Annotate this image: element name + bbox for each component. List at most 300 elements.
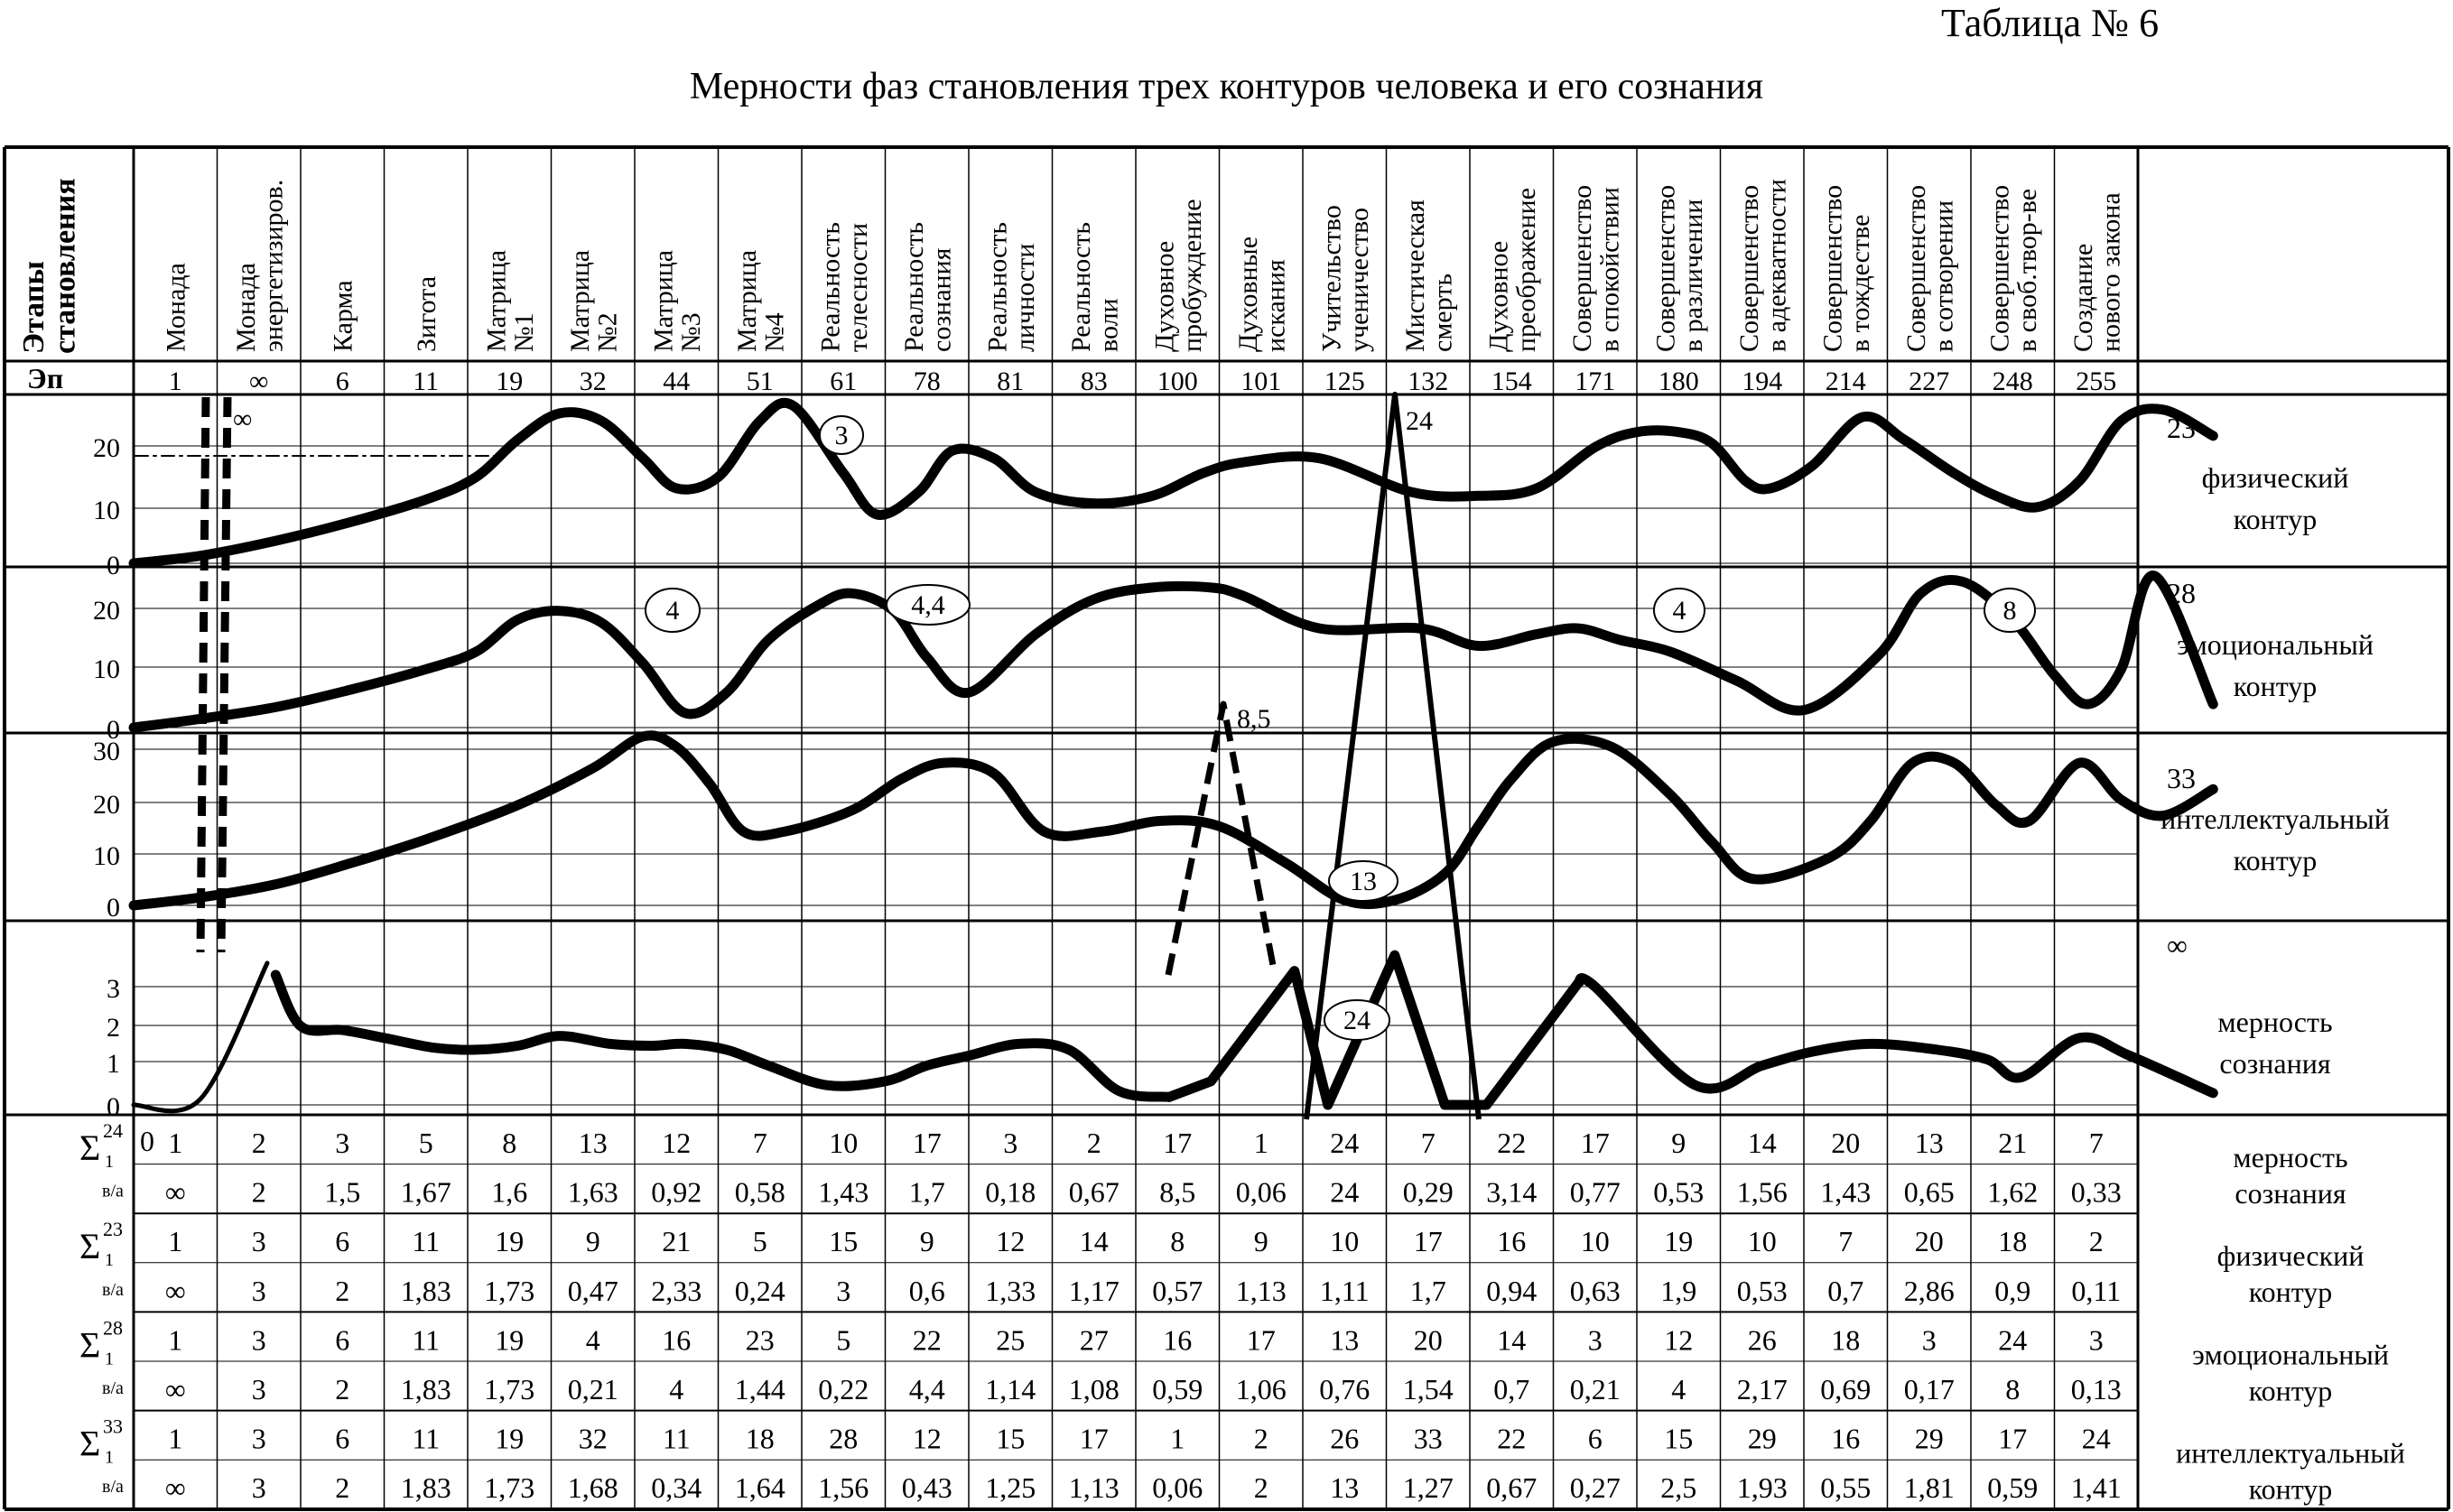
summary-cell: 3 bbox=[251, 1471, 266, 1505]
summary-cell: 19 bbox=[495, 1323, 525, 1357]
summary-cell: 1,54 bbox=[1402, 1373, 1454, 1405]
summary-cell: 0,94 bbox=[1486, 1274, 1538, 1307]
sigma-symbol: Σ bbox=[79, 1127, 101, 1168]
summary-cell: 1,08 bbox=[1068, 1373, 1120, 1405]
contour-name-line: сознания bbox=[2219, 1047, 2331, 1080]
summary-cell: 0,7 bbox=[1827, 1274, 1864, 1307]
stage-header-cell: Матрица№4 bbox=[731, 249, 790, 352]
summary-cell: 29 bbox=[1914, 1422, 1944, 1455]
summary-cell: ∞ bbox=[164, 1373, 186, 1405]
summary-cell: 16 bbox=[1497, 1225, 1527, 1258]
summary-cell: 1 bbox=[168, 1225, 183, 1258]
summary-cell: 2 bbox=[335, 1373, 350, 1405]
summary-cell: 0,29 bbox=[1402, 1175, 1454, 1209]
summary-cell: 1,13 bbox=[1068, 1471, 1120, 1505]
summary-cell: 18 bbox=[1831, 1323, 1861, 1357]
y-tick-label: 2 bbox=[107, 1013, 120, 1043]
sigma-subscript: 1 bbox=[105, 1349, 114, 1369]
stage-header-cell: Совершенствов тождестве bbox=[1817, 184, 1875, 352]
summary-cell: 7 bbox=[752, 1127, 767, 1159]
summary-cell: 1,44 bbox=[734, 1373, 785, 1405]
stage-header: Этапыстановления bbox=[17, 178, 82, 354]
summary-cell: 2,33 bbox=[651, 1274, 702, 1307]
summary-cell: 5 bbox=[418, 1127, 433, 1159]
ep-value: 6 bbox=[335, 366, 349, 396]
summary-cell: 0,57 bbox=[1152, 1274, 1203, 1307]
summary-cell: 0,67 bbox=[1068, 1175, 1120, 1209]
summary-cell: 1,64 bbox=[734, 1471, 785, 1505]
summary-cell: 1,33 bbox=[985, 1274, 1036, 1307]
summary-cell: 29 bbox=[1747, 1422, 1777, 1455]
y-tick-label: 20 bbox=[93, 433, 120, 463]
sigma-symbol: Σ bbox=[79, 1226, 101, 1267]
ep-value: 51 bbox=[746, 366, 774, 396]
summary-cell: 1,73 bbox=[484, 1373, 535, 1405]
summary-cell: 8,5 bbox=[1159, 1175, 1196, 1209]
average-label: в/а bbox=[102, 1181, 124, 1201]
summary-cell: 0,76 bbox=[1319, 1373, 1371, 1405]
contour-line bbox=[134, 736, 2213, 905]
summary-cell: 4 bbox=[1671, 1373, 1686, 1405]
summary-cell: 24 bbox=[1330, 1127, 1360, 1159]
stage-header-cell: Духовноепробуждение bbox=[1149, 199, 1207, 352]
summary-cell: 1,41 bbox=[2070, 1471, 2122, 1505]
summary-cell: 13 bbox=[578, 1127, 608, 1159]
summary-cell: ∞ bbox=[164, 1274, 186, 1307]
summary-cell: 11 bbox=[662, 1422, 691, 1455]
stage-header-cell: Учительствоученичество bbox=[1316, 205, 1374, 352]
summary-cell: 0,92 bbox=[651, 1175, 702, 1209]
summary-cell: 2 bbox=[1253, 1471, 1268, 1505]
row-name-line: контур bbox=[2248, 1275, 2333, 1309]
summary-cell: 1 bbox=[168, 1127, 183, 1159]
summary-cell: 3 bbox=[251, 1274, 266, 1307]
ep-value: 83 bbox=[1080, 366, 1108, 396]
summary-cell: 0,53 bbox=[1736, 1274, 1788, 1307]
ep-value: 171 bbox=[1575, 366, 1616, 396]
stage-header-cell: Совершенствов сотворении bbox=[1900, 184, 1959, 352]
stage-header-cell: Зигота bbox=[411, 275, 441, 352]
ep-value: 125 bbox=[1324, 366, 1365, 396]
summary-cell: 0,77 bbox=[1569, 1175, 1621, 1209]
summary-cell: 17 bbox=[1580, 1127, 1610, 1159]
contour-name-line: эмоциональный bbox=[2177, 628, 2374, 661]
stage-header-cell: Матрица№2 bbox=[564, 249, 623, 352]
ep-value: 154 bbox=[1491, 366, 1532, 396]
sigma-superscript: 33 bbox=[103, 1415, 123, 1438]
summary-cell: 1,17 bbox=[1068, 1274, 1120, 1307]
summary-cell: 17 bbox=[1998, 1422, 2028, 1455]
summary-cell: 8 bbox=[1170, 1225, 1185, 1258]
summary-cell: 7 bbox=[2088, 1127, 2104, 1159]
summary-cell: 28 bbox=[829, 1422, 859, 1455]
stage-header-cell: Матрица№1 bbox=[481, 249, 539, 352]
sigma-superscript: 23 bbox=[103, 1218, 123, 1241]
infinity-dashed-line bbox=[221, 397, 228, 952]
summary-cell: 0,33 bbox=[2070, 1175, 2122, 1209]
summary-cell: 2 bbox=[1253, 1422, 1268, 1455]
summary-cell: 3 bbox=[335, 1127, 350, 1159]
summary-cell: 1,67 bbox=[400, 1175, 451, 1209]
summary-cell: 24 bbox=[1330, 1175, 1360, 1209]
summary-cell: 3 bbox=[251, 1323, 266, 1357]
row-name-line: физический bbox=[2216, 1239, 2365, 1273]
summary-cell: 0,17 bbox=[1903, 1373, 1955, 1405]
summary-cell: 15 bbox=[996, 1422, 1026, 1455]
summary-cell: 9 bbox=[1253, 1225, 1268, 1258]
row-name-line: интеллектуальный bbox=[2176, 1436, 2405, 1470]
summary-cell: 1,56 bbox=[818, 1471, 869, 1505]
summary-cell: 13 bbox=[1330, 1323, 1360, 1357]
column-headers bbox=[17, 178, 2125, 354]
summary-cell: 0,6 bbox=[908, 1274, 945, 1307]
summary-cell: 1,83 bbox=[400, 1274, 451, 1307]
summary-cell: 9 bbox=[919, 1225, 934, 1258]
sigma-subscript: 1 bbox=[105, 1250, 114, 1271]
ep-value: 1 bbox=[168, 366, 182, 396]
contour-max-label: ∞ bbox=[2167, 929, 2188, 961]
summary-cell: 17 bbox=[1246, 1323, 1276, 1357]
summary-cell: 22 bbox=[1497, 1422, 1527, 1455]
summary-cell: 1,43 bbox=[818, 1175, 869, 1209]
summary-cell: 32 bbox=[578, 1422, 608, 1455]
ep-value: 194 bbox=[1742, 366, 1783, 396]
summary-cell: 2 bbox=[2088, 1225, 2104, 1258]
contour-max-label: 23 bbox=[2167, 412, 2196, 444]
summary-cell: 3 bbox=[251, 1225, 266, 1258]
contour-line bbox=[134, 576, 2213, 728]
summary-cell: 0,21 bbox=[1569, 1373, 1621, 1405]
stage-header-cell: Совершенствов своб.твор-ве bbox=[1984, 184, 2042, 352]
summary-cell: 12 bbox=[1664, 1323, 1694, 1357]
contour-name-line: мерность bbox=[2217, 1006, 2333, 1038]
summary-cell: 0,59 bbox=[1987, 1471, 2039, 1505]
summary-cell: 1,27 bbox=[1402, 1471, 1454, 1505]
contour-curves bbox=[134, 403, 2213, 1110]
summary-cell: 7 bbox=[1420, 1127, 1436, 1159]
sigma-symbol: Σ bbox=[79, 1423, 101, 1464]
summary-cell: 1,68 bbox=[567, 1471, 618, 1505]
summary-cell: 16 bbox=[662, 1323, 692, 1357]
summary-cell: 14 bbox=[1497, 1323, 1527, 1357]
summary-cell: 0,59 bbox=[1152, 1373, 1203, 1405]
summary-cell: 3 bbox=[251, 1422, 266, 1455]
summary-cell: 12 bbox=[996, 1225, 1026, 1258]
summary-cell: 17 bbox=[912, 1127, 942, 1159]
summary-cell: 0,43 bbox=[901, 1471, 952, 1505]
summary-cell: 0,47 bbox=[567, 1274, 618, 1307]
summary-cell: 14 bbox=[1747, 1127, 1777, 1159]
stage-header-cell: Реальностьсознания bbox=[898, 221, 957, 352]
summary-cell: 1,81 bbox=[1903, 1471, 1955, 1505]
sigma-subscript: 1 bbox=[105, 1152, 114, 1172]
circled-annotation-label: 13 bbox=[1350, 867, 1377, 896]
y-tick-label: 10 bbox=[93, 496, 120, 525]
row-name-line: эмоциональный bbox=[2192, 1338, 2389, 1371]
summary-cell: 10 bbox=[1580, 1225, 1610, 1258]
summary-cell: 17 bbox=[1413, 1225, 1443, 1258]
summary-cell: 1,62 bbox=[1987, 1175, 2039, 1209]
summary-cell: 0,18 bbox=[985, 1175, 1036, 1209]
y-tick-label: 10 bbox=[93, 841, 120, 871]
contour-line bbox=[134, 403, 2213, 563]
summary-cell: 3,14 bbox=[1486, 1175, 1538, 1209]
summary-cell: 0,65 bbox=[1903, 1175, 1955, 1209]
summary-cell: 18 bbox=[1998, 1225, 2028, 1258]
summary-cell: 10 bbox=[1747, 1225, 1777, 1258]
sigma-symbol: Σ bbox=[79, 1324, 101, 1366]
summary-cell: 2 bbox=[251, 1127, 266, 1159]
stage-header-cell: Созданиенового закона bbox=[2067, 192, 2126, 352]
sigma-superscript: 28 bbox=[103, 1316, 123, 1340]
summary-cell: 11 bbox=[412, 1422, 441, 1455]
stage-header-cell: Духовныеискания bbox=[1232, 236, 1291, 352]
ep-label: Эп bbox=[27, 362, 64, 394]
summary-cell: 1,73 bbox=[484, 1274, 535, 1307]
summary-cell: 2,86 bbox=[1903, 1274, 1955, 1307]
table-number: Таблица № 6 bbox=[1941, 1, 2160, 45]
summary-cell: 21 bbox=[1998, 1127, 2028, 1159]
summary-cell: 0,9 bbox=[1994, 1274, 2031, 1307]
summary-cell: 0,7 bbox=[1493, 1373, 1530, 1405]
stage-header-cell: Реальностьличности bbox=[982, 221, 1040, 352]
summary-cell: 0,58 bbox=[734, 1175, 785, 1209]
summary-cell: 6 bbox=[335, 1323, 350, 1357]
summary-cell: 27 bbox=[1079, 1323, 1109, 1357]
summary-cell: 1,63 bbox=[567, 1175, 618, 1209]
ep-value: 248 bbox=[1992, 366, 2033, 396]
physical-peak-label: 24 bbox=[1406, 406, 1433, 436]
stage-header-cell: Совершенствов различении bbox=[1650, 184, 1708, 352]
summary-cell: ∞ bbox=[164, 1175, 186, 1209]
summary-cell: 23 bbox=[745, 1323, 775, 1357]
summary-cell: 9 bbox=[1671, 1127, 1686, 1159]
summary-cell: 1 bbox=[168, 1422, 183, 1455]
circled-annotation-label: 4,4 bbox=[911, 590, 945, 620]
sigma-superscript: 24 bbox=[103, 1119, 123, 1142]
summary-cell: 3 bbox=[251, 1373, 266, 1405]
summary-cell: 0,27 bbox=[1569, 1471, 1621, 1505]
stage-header-cell: Матрица№3 bbox=[648, 249, 706, 352]
summary-cell: 6 bbox=[335, 1225, 350, 1258]
row-name-line: контур bbox=[2248, 1472, 2333, 1506]
summary-cell: 0,06 bbox=[1235, 1175, 1287, 1209]
stage-header-cell: Совершенствов адекватности bbox=[1733, 179, 1792, 352]
row-name-line: контур bbox=[2248, 1374, 2333, 1407]
summary-cell: 0,24 bbox=[734, 1274, 785, 1307]
summary-cell: 10 bbox=[829, 1127, 859, 1159]
emotional-peak-spike bbox=[1168, 704, 1275, 975]
summary-cell: 0,69 bbox=[1820, 1373, 1872, 1405]
summary-cell: 13 bbox=[1330, 1471, 1360, 1505]
page-title: Мерности фаз становления трех контуров человека и его сознания bbox=[689, 66, 1764, 107]
y-tick-label: 3 bbox=[107, 974, 120, 1004]
summary-cell: 2 bbox=[251, 1175, 266, 1209]
average-label: в/а bbox=[102, 1378, 124, 1398]
contour-name-line: физический bbox=[2201, 461, 2349, 494]
ep-value: 132 bbox=[1408, 366, 1449, 396]
emotional-peak-label: 8,5 bbox=[1237, 704, 1271, 734]
summary-cell: ∞ bbox=[164, 1471, 186, 1505]
ep-value: 61 bbox=[830, 366, 858, 396]
y-tick-label: 1 bbox=[107, 1049, 120, 1079]
contour-labels bbox=[2160, 412, 2390, 1080]
contour-name-line: контур bbox=[2233, 503, 2318, 535]
summary-cell: 20 bbox=[1413, 1323, 1443, 1357]
stage-header-cell: Совершенствов спокойствии bbox=[1566, 184, 1625, 352]
summary-cell: 1,5 bbox=[324, 1175, 361, 1209]
summary-cell: 20 bbox=[1831, 1127, 1861, 1159]
infinity-label: ∞ bbox=[233, 404, 253, 434]
summary-cell: 14 bbox=[1079, 1225, 1109, 1258]
summary-cell: 1,11 bbox=[1319, 1274, 1370, 1307]
summary-cell: 0,06 bbox=[1152, 1471, 1203, 1505]
y-tick-label: 20 bbox=[93, 596, 120, 626]
summary-cell: 1,56 bbox=[1736, 1175, 1788, 1209]
summary-cell: 2 bbox=[335, 1471, 350, 1505]
ep-value: 180 bbox=[1658, 366, 1699, 396]
y-tick-label: 10 bbox=[93, 654, 120, 684]
summary-cell: 5 bbox=[752, 1225, 767, 1258]
summary-cell: 13 bbox=[1914, 1127, 1944, 1159]
average-label: в/а bbox=[102, 1279, 124, 1300]
row-name-line: сознания bbox=[2235, 1177, 2346, 1210]
summary-cell: 12 bbox=[662, 1127, 692, 1159]
summary-cell: 19 bbox=[495, 1225, 525, 1258]
zero-label: 0 bbox=[140, 1125, 154, 1157]
consciousness-line-end bbox=[1578, 979, 2213, 1093]
summary-cell: 0,11 bbox=[2071, 1274, 2122, 1307]
stage-header-cell: Карма bbox=[328, 280, 358, 352]
summary-cell: 21 bbox=[662, 1225, 692, 1258]
ep-value: 11 bbox=[413, 366, 440, 396]
summary-cell: 24 bbox=[2081, 1422, 2111, 1455]
summary-cell: 17 bbox=[1079, 1422, 1109, 1455]
contour-max-label: 28 bbox=[2167, 577, 2196, 609]
circled-annotation-label: 4 bbox=[1672, 596, 1686, 626]
y-tick-label: 0 bbox=[107, 551, 120, 580]
summary-cell: 15 bbox=[829, 1225, 859, 1258]
summary-cell: 33 bbox=[1413, 1422, 1443, 1455]
consciousness-line bbox=[275, 975, 1169, 1097]
infinity-dashed-line bbox=[200, 397, 206, 952]
summary-cell: 3 bbox=[1003, 1127, 1018, 1159]
summary-cell: 18 bbox=[745, 1422, 775, 1455]
summary-cell: 17 bbox=[1163, 1127, 1193, 1159]
summary-cell: 4,4 bbox=[908, 1373, 945, 1405]
summary-cell: 1,7 bbox=[1409, 1274, 1446, 1307]
ep-value: 32 bbox=[579, 366, 607, 396]
summary-cell: 8 bbox=[2005, 1373, 2021, 1405]
summary-cell: 2,5 bbox=[1660, 1471, 1697, 1505]
summary-cell: 26 bbox=[1747, 1323, 1777, 1357]
summary-cell: 0,34 bbox=[651, 1471, 702, 1505]
summary-cell: 15 bbox=[1664, 1422, 1694, 1455]
summary-cell: 26 bbox=[1330, 1422, 1360, 1455]
consciousness-line-start bbox=[134, 963, 267, 1111]
stage-header-cell: Мистическаясмерть bbox=[1399, 199, 1458, 352]
summary-cell: 3 bbox=[2088, 1323, 2104, 1357]
summary-cell: 3 bbox=[1921, 1323, 1937, 1357]
row-name-line: мерность bbox=[2233, 1141, 2348, 1173]
summary-cell: 11 bbox=[412, 1323, 441, 1357]
ep-value: 81 bbox=[997, 366, 1025, 396]
summary-cell: 0,13 bbox=[2070, 1373, 2122, 1405]
summary-cell: 5 bbox=[836, 1323, 851, 1357]
stage-header-cell: Монадаэнергетизиров. bbox=[230, 179, 289, 352]
summary-cell: 6 bbox=[335, 1422, 350, 1455]
ep-value: 78 bbox=[913, 366, 941, 396]
summary-cell: 1,83 bbox=[400, 1373, 451, 1405]
summary-cell: 10 bbox=[1330, 1225, 1360, 1258]
summary-cell: 1,93 bbox=[1736, 1471, 1788, 1505]
special-marks bbox=[135, 394, 1479, 1119]
summary-cell: 0,55 bbox=[1820, 1471, 1872, 1505]
circled-annotation-label: 4 bbox=[665, 596, 680, 626]
circled-annotation-label: 24 bbox=[1343, 1006, 1371, 1035]
stage-header-cell: Монада bbox=[161, 263, 191, 352]
summary-cell: 22 bbox=[1497, 1127, 1527, 1159]
ep-value: 44 bbox=[663, 366, 691, 396]
ep-value: ∞ bbox=[249, 366, 269, 396]
summary-cell: 0,21 bbox=[567, 1373, 618, 1405]
summary-cell: 1,13 bbox=[1235, 1274, 1287, 1307]
summary-cell: 12 bbox=[912, 1422, 942, 1455]
summary-cell: 1,73 bbox=[484, 1471, 535, 1505]
summary-cell: 1,43 bbox=[1820, 1175, 1872, 1209]
summary-cell: 0,22 bbox=[818, 1373, 869, 1405]
contour-name-line: контур bbox=[2233, 670, 2318, 702]
circled-annotation-label: 8 bbox=[2002, 596, 2017, 626]
summary-cell: 4 bbox=[585, 1323, 600, 1357]
summary-cell: 1,25 bbox=[985, 1471, 1036, 1505]
circled-annotation-label: 3 bbox=[834, 421, 849, 450]
summary-cell: 1,9 bbox=[1660, 1274, 1697, 1307]
y-tick-labels bbox=[93, 433, 120, 1122]
ep-value: 101 bbox=[1240, 366, 1282, 396]
ep-value: 227 bbox=[1909, 366, 1950, 396]
y-tick-label: 0 bbox=[107, 893, 120, 923]
stage-header-cell: Реальностьволи bbox=[1065, 221, 1124, 352]
summary-cell: 22 bbox=[912, 1323, 942, 1357]
summary-cell: 25 bbox=[996, 1323, 1026, 1357]
summary-cell: 8 bbox=[502, 1127, 517, 1159]
summary-cell: 2 bbox=[1086, 1127, 1101, 1159]
summary-cell: 3 bbox=[1587, 1323, 1603, 1357]
summary-cell: 1,14 bbox=[985, 1373, 1036, 1405]
y-tick-label: 0 bbox=[107, 715, 120, 745]
summary-cell: 1 bbox=[168, 1323, 183, 1357]
summary-cell: 1,7 bbox=[908, 1175, 945, 1209]
summary-cell: 1,06 bbox=[1235, 1373, 1287, 1405]
summary-cell: 0,53 bbox=[1653, 1175, 1705, 1209]
ep-value: 214 bbox=[1825, 366, 1866, 396]
contour-name-line: контур bbox=[2233, 844, 2318, 877]
summary-cell: 2,17 bbox=[1736, 1373, 1788, 1405]
sigma-subscript: 1 bbox=[105, 1447, 114, 1468]
summary-cell: 1,83 bbox=[400, 1471, 451, 1505]
summary-cell: 20 bbox=[1914, 1225, 1944, 1258]
y-tick-label: 0 bbox=[107, 1092, 120, 1122]
summary-cell: 6 bbox=[1587, 1422, 1603, 1455]
summary-cell: 24 bbox=[1998, 1323, 2028, 1357]
summary-cell: 9 bbox=[585, 1225, 600, 1258]
stage-header-cell: Реальностьтелесности bbox=[815, 221, 873, 352]
summary-cell: 1 bbox=[1170, 1422, 1185, 1455]
summary-cell: 1 bbox=[1253, 1127, 1268, 1159]
summary-cell: 1,6 bbox=[491, 1175, 528, 1209]
summary-cell: 4 bbox=[669, 1373, 684, 1405]
